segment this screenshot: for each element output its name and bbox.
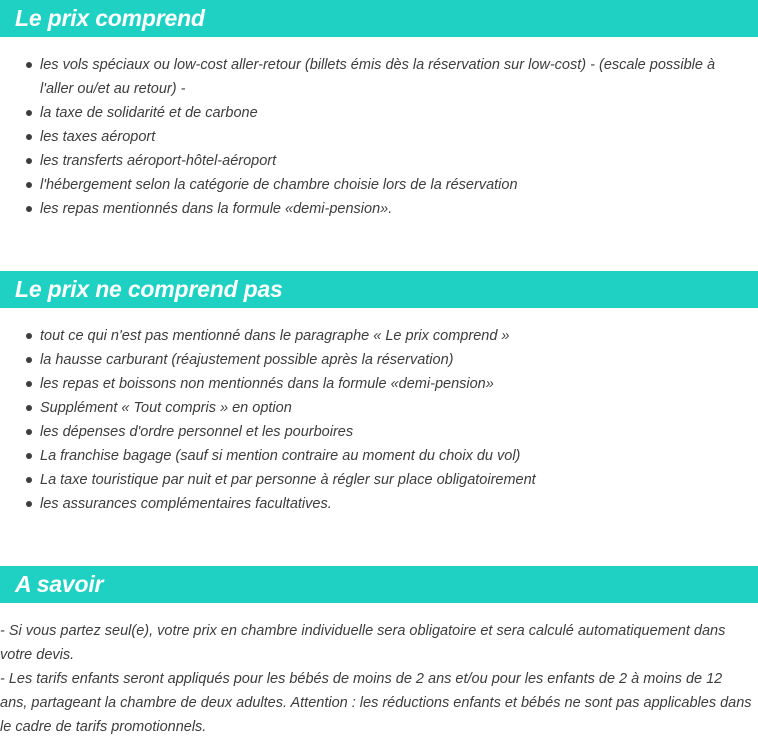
- list-item: les assurances complémentaires facultatives.: [0, 492, 750, 516]
- list-item: La franchise bagage (sauf si mention contraire au moment du choix du vol): [0, 444, 750, 468]
- list-item: l'hébergement selon la catégorie de chambre choisie lors de la réservation: [0, 173, 750, 197]
- list-item: les repas et boissons non mentionnés dans la formule «demi-pension»: [0, 372, 750, 396]
- savoir-paragraph: - Si vous partez seul(e), votre prix en chambre individuelle sera obligatoire et sera calculé automatiquement dans votre devis.: [0, 623, 726, 663]
- list-item: les dépenses d'ordre personnel et les pourboires: [0, 420, 750, 444]
- list-item: La taxe touristique par nuit et par personne à régler sur place obligatoirement: [0, 468, 750, 492]
- savoir-paragraph: - Les tarifs enfants seront appliqués pour les bébés de moins de 2 ans et/ou pour les enfants de 2 à moins de 12 ans, partageant la chambre de deux adultes. Attention : les réductions enfants et bébés ne sont pas applicables dans le cadre de tarifs promotionnels.: [0, 671, 752, 735]
- list-item: les transferts aéroport-hôtel-aéroport: [0, 149, 750, 173]
- list-item: tout ce qui n'est pas mentionné dans le paragraphe « Le prix comprend »: [0, 324, 750, 348]
- section-header-le-prix-ne-comprend-pas: Le prix ne comprend pas: [0, 271, 758, 308]
- list-item: la hausse carburant (réajustement possible après la réservation): [0, 348, 750, 372]
- list-item: les repas mentionnés dans la formule «demi-pension».: [0, 197, 750, 221]
- section-header-le-prix-comprend: Le prix comprend: [0, 0, 758, 37]
- list-item: la taxe de solidarité et de carbone: [0, 101, 750, 125]
- excluded-list: [0, 324, 750, 516]
- included-list: [0, 53, 750, 221]
- list-item: Supplément « Tout compris » en option: [0, 396, 750, 420]
- list-item: les vols spéciaux ou low-cost aller-retour (billets émis dès la réservation sur low-cost) - (escale possible à l'aller ou/et au retour) -: [0, 53, 750, 101]
- list-item: les taxes aéroport: [0, 125, 750, 149]
- a-savoir-text: [0, 619, 752, 739]
- section-header-a-savoir: A savoir: [0, 566, 758, 603]
